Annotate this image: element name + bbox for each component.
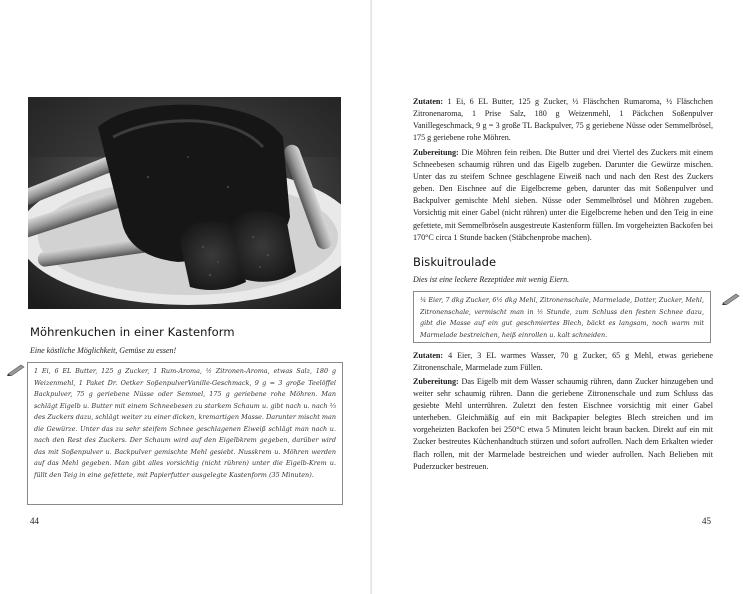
ingredients-label: Zutaten: xyxy=(413,351,444,360)
recipe-title-roulade: Biskuitroulade xyxy=(413,255,497,269)
preparation-label: Zubereitung: xyxy=(413,377,459,386)
carrot-cake-preparation xyxy=(413,147,713,244)
preparation-label: Zubereitung: xyxy=(413,148,459,157)
handwritten-note: 1 Ei, 6 EL Butter, 125 g Zucker, 1 Rum-Aroma, ½ Zitronen-Aroma, etwas Salz, 180 g Weizenmehl, 1 Paket Dr. Oetker SoßenpulverVanille-Geschmack, 9 g = 3 große Teelöffel Backpulver, 75 g geriebene Nüsse oder Semmel, 175 g geriebene rohe Möhren. Man schlägt Eigelb u. Butter mit einem Schneebesen zu starkem Schaum u. gibt nach u. nach ⅔ des Zuckers dazu, schlägt weiter zu einer dicken, kremartigen Masse. Darunter mischt man die Gewürze. Unter das zu sehr steifem Schnee geschlagenen Eiweiß schlägt man nach u. nach den Rest des Zuckers. Der Schaum wird auf den Eigelbkrem gegeben, darüber wird das mit Soßenpulver u. Backpulver gemischte Mehl gesiebt. Nusskrem u. Möhren werden auf das Mehl gegeben. Man gibt alles vorsichtig (nicht rühren) unter die Eigelb-Krem u. füllt den Teig in eine gefettete, mit Papierfutter ausgelegte Kastenform (35 Minuten). xyxy=(34,367,336,479)
recipe-intro: Eine köstliche Möglichkeit, Gemüse zu essen! xyxy=(30,346,177,355)
page-number: 44 xyxy=(30,516,39,526)
carrot-cake-ingredients xyxy=(413,96,713,144)
ingredients-text: 1 Ei, 6 EL Butter, 125 g Zucker, ½ Fläschchen Rumaroma, ½ Fläschchen Zitronenaroma, 1 Prise Salz, 180 g Weizenmehl, 1 Päckchen Soßenpulver Vanillegeschmack, 9 g = 3 große TL Backpulver, 75 g geriebene Nüsse oder Semmelbrösel, 175 g geriebene rohe Möhren. xyxy=(413,97,713,143)
roulade-preparation xyxy=(413,376,713,473)
page-number: 45 xyxy=(702,516,711,526)
right-page xyxy=(372,0,743,594)
preparation-text: Die Möhren fein reiben. Die Butter und drei Viertel des Zuckers mit einem Schneebesen schaumig rühren und das Eigelb zugeben. Darunter die Gewürze mischen. Unter das zu steifem Schnee geschlagene Eiweiß nach und nach den Rest des Zuckers geben. Den Eischnee auf die Eigelbcreme geben, darunter das mit Soßenpulver und Backpulver gemischte Mehl sieben. Nüsse oder Semmelbrösel und Möhren zugeben. Vorsichtig mit einer Gabel (nicht rühren) unter die Eigelbcreme heben und den Teig in eine gefettete, mit Semmelbröseln ausgestreute Kastenform füllen. Im vorgeheizten Backofen bei 170°C circa 1 Stunde backen (Stäbchenprobe machen). xyxy=(413,148,714,242)
left-page xyxy=(0,0,371,594)
roulade-intro: Dies ist eine leckere Rezeptidee mit wenig Eiern. xyxy=(413,275,570,284)
roulade-handwritten-note-box xyxy=(413,291,711,343)
roulade-ingredients xyxy=(413,350,713,374)
pencil-icon xyxy=(721,291,741,305)
pencil-icon xyxy=(6,362,26,376)
ingredients-label: Zutaten: xyxy=(413,97,444,106)
ingredients-text: 4 Eier, 3 EL warmes Wasser, 70 g Zucker, 65 g Mehl, etwas geriebene Zitronenschale, Marmelade zum Füllen. xyxy=(413,351,713,373)
preparation-text: Das Eigelb mit dem Wasser schaumig rühren, dann Zucker hinzugeben und weiter sehr schaumig rühren. Dann die geriebene Zitronenschale und zum Schluss das gesiebte Mehl unterrühren. Zuletzt den festen Eischnee vorsichtig mit einer Gabel unterheben. Gleichmäßig auf ein mit Backpapier belegtes Blech streichen und im vorgeheizten Backofen bei 250°C etwa 5 Minuten leicht braun backen. Direkt auf ein mit Zucker bestreutes Küchenhandtuch stürzen und sofort aufrollen. Nach dem Erkalten wieder flach rollen, mit der Marmelade bestreichen und wieder aufrollen. Nach Belieben mit Puderzucker bestreuen. xyxy=(413,377,713,471)
carrot-cake-photo xyxy=(28,97,341,309)
recipe-title-carrot-cake: Möhrenkuchen in einer Kastenform xyxy=(30,325,235,339)
handwritten-note-box xyxy=(27,362,343,505)
roulade-handwritten-note: ¼ Eier, 7 dkg Zucker, 6½ dkg Mehl, Zitronenschale, Marmelade, Dotter, Zucker, Mehl, Zitronenschale, vermischt man in ½ Stunde, zum Schluss den festen Schnee dazu, gibt die Masse auf ein gut geschmiertes Blech, bäckt es langsam, noch warm mit Marmelade bestreichen, heiß einrollen u. kalt schneiden. xyxy=(420,296,704,339)
